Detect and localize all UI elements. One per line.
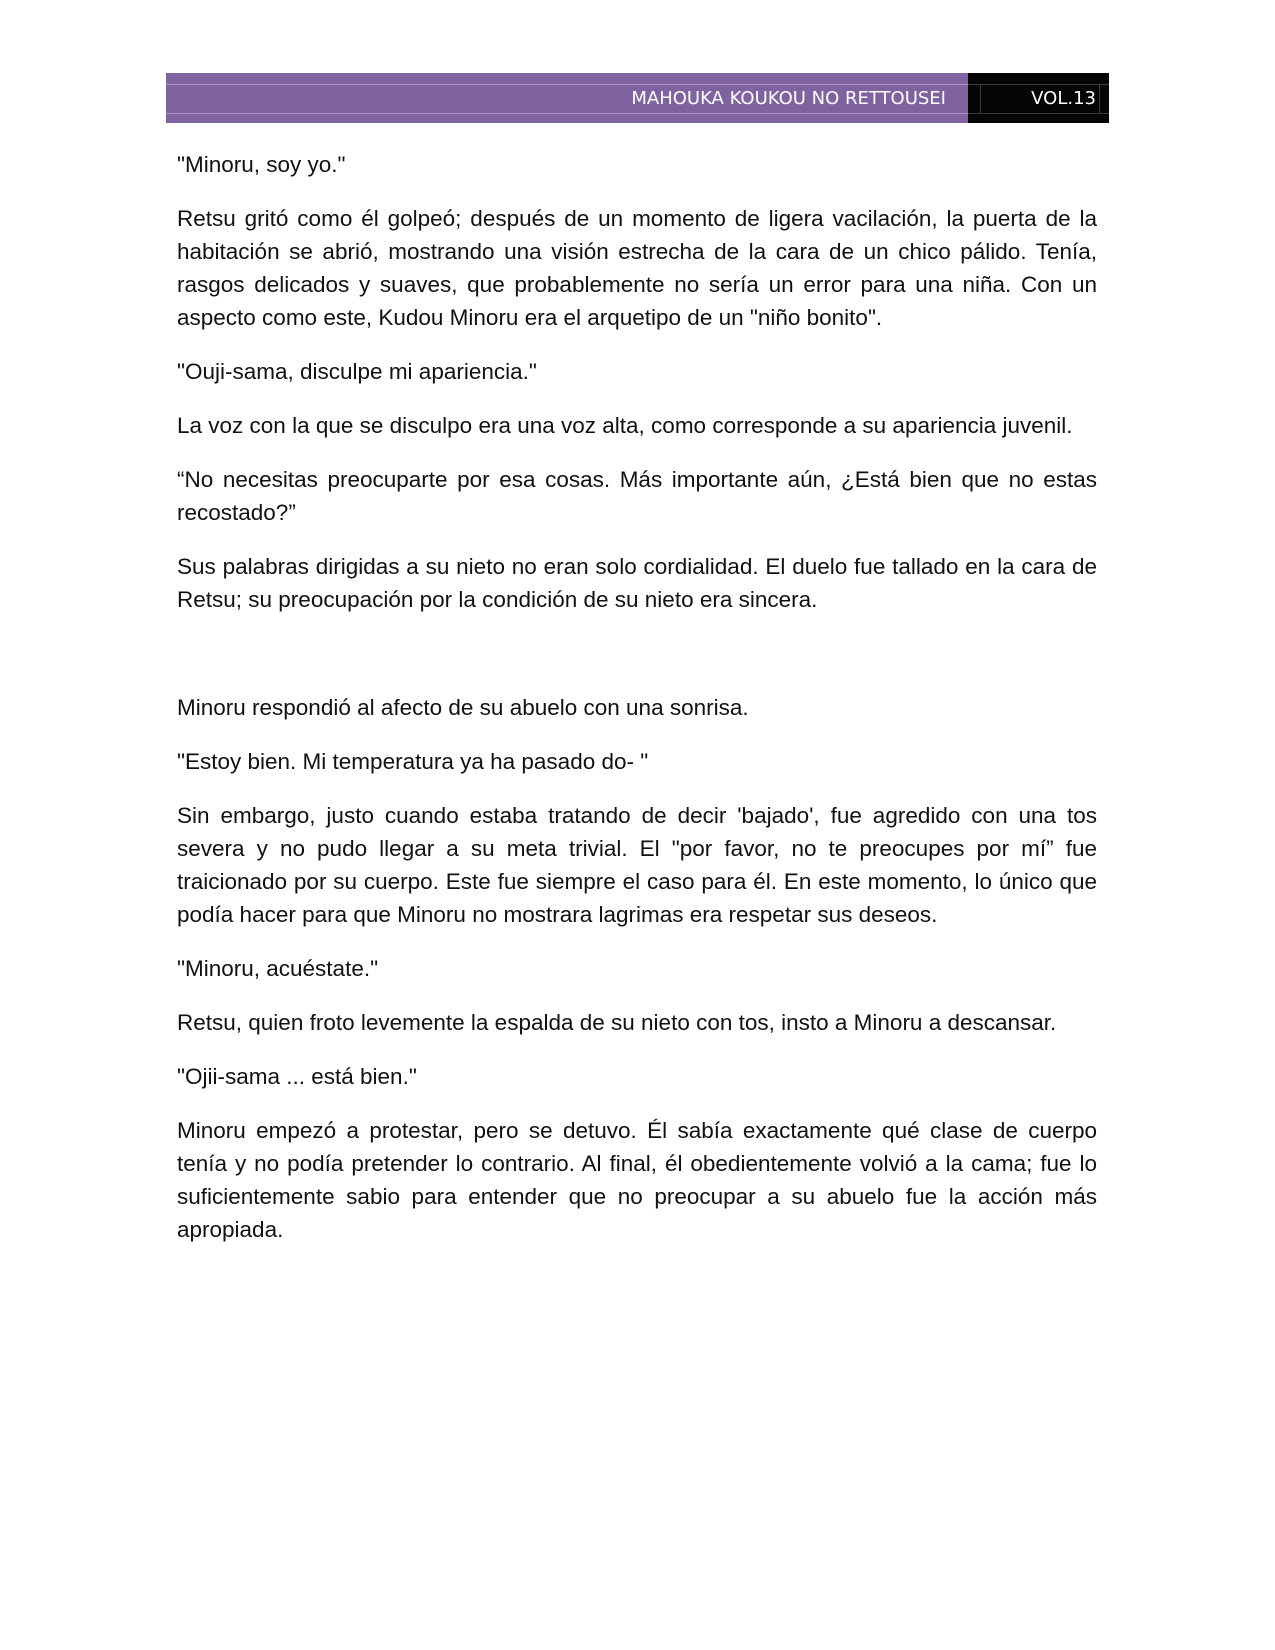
volume-label: VOL.13 [1031, 88, 1096, 109]
volume-divider-left [980, 84, 981, 114]
paragraph: La voz con la que se disculpo era una voz alta, como corresponde a su apariencia juvenil. [177, 413, 1073, 438]
header-title-band [166, 73, 968, 123]
paragraph: Minoru respondió al afecto de su abuelo con una sonrisa. [177, 695, 749, 720]
volume-rule-top [968, 84, 1109, 85]
paragraph: Retsu gritó como él golpeó; después de un momento de ligera vacilación, la puerta de la habitación se abrió, mostrando una visión estrecha de la cara de un chico pálido. Tenía, rasgos delicados y suaves, que probablemente no sería un error para una niña. Con un aspecto como este, Kudou Minoru era el arquetipo de un "niño bonito". [177, 206, 1097, 330]
page-header [166, 73, 1109, 123]
paragraph: "Ouji-sama, disculpe mi apariencia." [177, 359, 537, 384]
series-title: MAHOUKA KOUKOU NO RETTOUSEI [631, 88, 946, 109]
paragraph: "Minoru, acuéstate." [177, 956, 379, 981]
paragraph: Minoru empezó a protestar, pero se detuvo. Él sabía exactamente qué clase de cuerpo tenía y no podía pretender lo contrario. Al final, él obedientemente volvió a la cama; fue lo suficientemente sabio para entender que no preocupar a su abuelo fue la acción más apropiada. [177, 1118, 1097, 1242]
blank-paragraph [177, 637, 1097, 670]
paragraph: "Ojii-sama ... está bien." [177, 1064, 417, 1089]
page-body [177, 148, 1097, 1267]
paragraph: "Estoy bien. Mi temperatura ya ha pasado do- " [177, 749, 649, 774]
paragraph: Sus palabras dirigidas a su nieto no eran solo cordialidad. El duelo fue tallado en la cara de Retsu; su preocupación por la condición de su nieto era sincera. [177, 554, 1097, 612]
paragraph: “No necesitas preocuparte por esa cosas. Más importante aún, ¿Está bien que no estas recostado?” [177, 467, 1097, 525]
paragraph: "Minoru, soy yo." [177, 152, 346, 177]
volume-divider-right [1099, 84, 1100, 114]
header-rule-top [166, 84, 968, 85]
paragraph: Retsu, quien froto levemente la espalda de su nieto con tos, insto a Minoru a descansar. [177, 1010, 1057, 1035]
volume-rule-bottom [968, 113, 1109, 114]
paragraph: Sin embargo, justo cuando estaba tratando de decir 'bajado', fue agredido con una tos severa y no pudo llegar a su meta trivial. El "por favor, no te preocupes por mí” fue traicionado por su cuerpo. Este fue siempre el caso para él. En este momento, lo único que podía hacer para que Minoru no mostrara lagrimas era respetar sus deseos. [177, 803, 1097, 927]
volume-box [968, 73, 1109, 123]
header-rule-bottom [166, 113, 968, 114]
